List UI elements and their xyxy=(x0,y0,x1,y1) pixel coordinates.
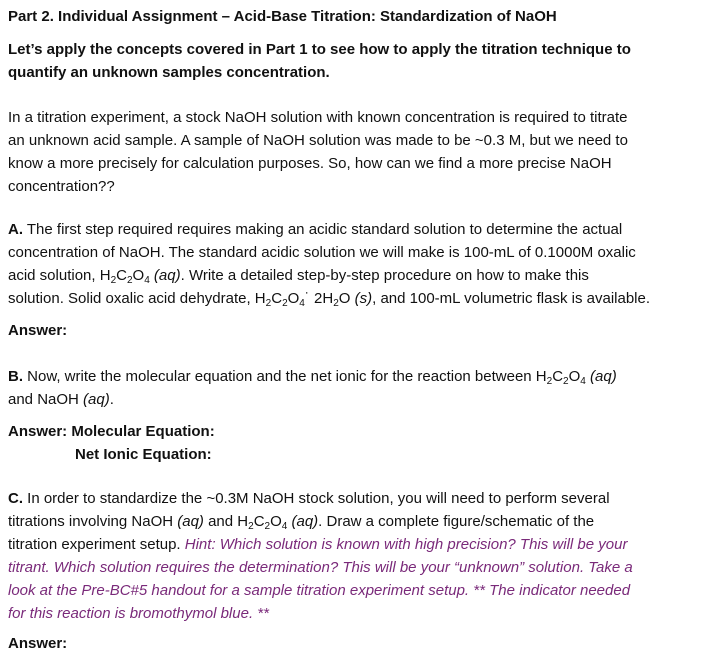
part-c-hint-line-5: look at the Pre-BC#5 handout for a sample titration experiment setup. ** The indicator needed xyxy=(8,582,631,599)
part-b-label: B. xyxy=(8,368,23,385)
part-c-line-3 xyxy=(8,534,627,556)
context-line-3: know a more precisely for calculation purposes. So, how can we find a more precise NaOH xyxy=(8,155,612,172)
part-c-line-2 xyxy=(8,511,594,533)
subscript: 2 xyxy=(265,298,272,309)
text: C xyxy=(271,290,283,307)
state-s: (s) xyxy=(354,290,373,307)
state-aq: (aq) xyxy=(149,267,181,284)
text: In order to standardize the ~0.3M NaOH stock solution, you will need to perform several xyxy=(23,490,610,507)
part-c-line-1 xyxy=(8,488,610,510)
molecular-equation-label: Molecular Equation: xyxy=(67,423,215,440)
text: titration experiment setup. xyxy=(8,536,185,553)
part-a-line-1 xyxy=(8,219,622,241)
page-title: Part 2. Individual Assignment – Acid-Base Titration: Standardization of NaOH xyxy=(8,8,557,25)
intro-line-1: Let’s apply the concepts covered in Part 1 to see how to apply the titration technique to xyxy=(8,41,631,58)
text: C xyxy=(253,513,265,530)
text: , and 100-mL volumetric flask is available. xyxy=(372,290,651,307)
part-b-net-ionic: Net Ionic Equation: xyxy=(75,446,212,463)
subscript: 4 xyxy=(580,376,586,387)
part-a-line-2: concentration of NaOH. The standard acidic solution we will make is 100-mL of 0.1000M oxalic xyxy=(8,244,636,261)
state-aq: (aq) xyxy=(287,513,319,530)
subscript: 2 xyxy=(282,298,288,309)
subscript: 2 xyxy=(126,275,133,286)
text: and NaOH xyxy=(8,391,84,408)
part-c-answer: Answer: xyxy=(8,635,68,652)
subscript: 2 xyxy=(248,521,254,532)
part-c-hint-line-6: for this reaction is bromothymol blue. ** xyxy=(8,605,269,622)
text: O xyxy=(568,368,581,385)
subscript: 4 xyxy=(144,275,150,286)
text: . Draw a complete figure/schematic of the xyxy=(318,513,595,530)
context-line-2: an unknown acid sample. A sample of NaOH solution was made to be ~0.3 M, but we need to xyxy=(8,132,628,149)
subscript: 2 xyxy=(546,376,553,387)
part-a-label: A. xyxy=(8,221,23,238)
subscript: 2 xyxy=(333,298,339,309)
intro-line-2: quantify an unknown samples concentration. xyxy=(8,64,330,81)
part-b-answer-molecular xyxy=(8,421,215,443)
subscript: 4 xyxy=(299,298,305,309)
context-line-1: In a titration experiment, a stock NaOH solution with known concentration is required to titrate xyxy=(8,109,628,126)
hint-text: Hint: Which solution is known with high precision? This will be your xyxy=(184,536,628,553)
part-b-line-2 xyxy=(8,389,114,411)
text: C xyxy=(116,267,127,284)
subscript: 2 xyxy=(110,275,117,286)
text: . Write a detailed step-by-step procedure on how to make this xyxy=(180,267,589,284)
text: O xyxy=(338,290,355,307)
answer-label: Answer: xyxy=(8,423,68,440)
part-a-text-1: The first step required requires making an acidic standard solution to determine the actual xyxy=(23,221,623,238)
part-c-hint-line-4: titrant. Which solution requires the determination? This will be your “unknown” solution. Take a xyxy=(8,559,633,576)
text: solution. Solid oxalic acid dehydrate, H xyxy=(8,290,266,307)
state-aq: (aq) xyxy=(177,513,204,530)
text: acid solution, H xyxy=(8,267,111,284)
part-a-line-4 xyxy=(8,288,650,310)
part-c-label: C. xyxy=(8,490,23,507)
text: O xyxy=(132,267,145,284)
part-b-line-1 xyxy=(8,366,617,388)
context-line-4: concentration?? xyxy=(8,178,115,195)
state-aq: (aq) xyxy=(83,391,110,408)
part-a-line-3 xyxy=(8,265,589,287)
text: ˙ 2H xyxy=(304,290,334,307)
text: Now, write the molecular equation and the net ionic for the reaction between H xyxy=(23,368,547,385)
part-a-answer: Answer: xyxy=(8,322,68,339)
text: C xyxy=(552,368,564,385)
text: titrations involving NaOH xyxy=(8,513,178,530)
text: O xyxy=(287,290,300,307)
state-aq: (aq) xyxy=(585,368,617,385)
text: and H xyxy=(203,513,249,530)
text: . xyxy=(109,391,114,408)
text: O xyxy=(270,513,282,530)
subscript: 2 xyxy=(264,521,271,532)
subscript: 2 xyxy=(563,376,569,387)
subscript: 4 xyxy=(281,521,288,532)
